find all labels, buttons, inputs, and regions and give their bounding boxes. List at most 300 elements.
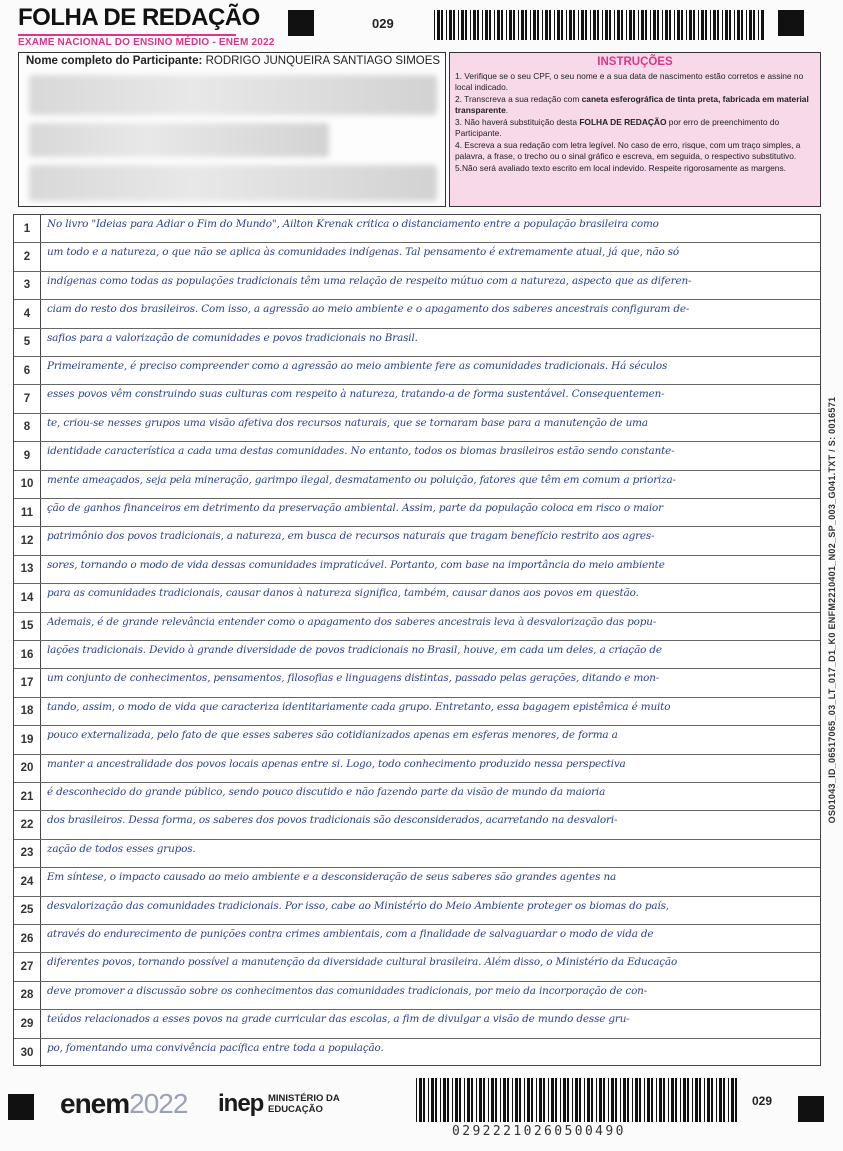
barcode-bar: [647, 1078, 650, 1122]
essay-line: [14, 1039, 820, 1067]
barcode-bar: [645, 10, 647, 40]
barcode-bar: [620, 1078, 621, 1122]
handwritten-text: sores, tornando o modo de vida dessas comunidades impraticável. Portanto, com base na importância do meio ambiente: [47, 558, 665, 571]
barcode-bar: [572, 1078, 573, 1122]
essay-line: [14, 1010, 820, 1038]
enem-logo-text: enem: [60, 1088, 130, 1119]
barcode-bar: [704, 1078, 705, 1122]
barcode-bar: [513, 10, 515, 40]
line-number: 10: [14, 471, 41, 498]
barcode-bar: [440, 1078, 441, 1122]
line-number: 27: [14, 953, 41, 980]
barcode-bar: [578, 10, 579, 40]
barcode-bar: [632, 1078, 633, 1122]
barcode-bar: [587, 1078, 590, 1122]
barcode-bar: [441, 10, 443, 40]
barcode-bar: [719, 1078, 722, 1122]
side-tracking-code: [823, 360, 841, 860]
barcode-bar: [665, 10, 668, 40]
barcode-bar: [537, 10, 539, 40]
barcode-bar: [701, 10, 704, 40]
barcode-bar: [675, 1078, 677, 1122]
barcode-bar: [593, 10, 596, 40]
barcode-bar: [431, 1078, 434, 1122]
barcode-bar: [591, 1078, 593, 1122]
barcode-bar: [674, 10, 675, 40]
line-number: 18: [14, 698, 41, 725]
line-number: 25: [14, 897, 41, 924]
barcode-bar: [681, 10, 683, 40]
barcode-top: [434, 10, 766, 40]
barcode-bar: [519, 1078, 521, 1122]
ministry-line-1: MINISTÉRIO DA: [268, 1093, 340, 1104]
line-number: 7: [14, 385, 41, 412]
barcode-bar: [680, 1078, 681, 1122]
barcode-bar: [569, 10, 572, 40]
barcode-bar: [455, 1078, 458, 1122]
barcode-bar: [650, 10, 651, 40]
essay-line: [14, 471, 820, 499]
barcode-bar: [483, 1078, 485, 1122]
participant-name-row: [26, 55, 440, 67]
barcode-bar: [515, 1078, 518, 1122]
handwritten-text: tando, assim, o modo de vida que caracteriza identitariamente cada grupo. Entretanto, essa bagagem epistêmica é muito: [47, 700, 671, 713]
essay-line: [14, 300, 820, 328]
instruction-emphasis: caneta esferográfica de tinta preta, fabricada em material transparente: [455, 94, 809, 115]
instruction-text: 5.Não será avaliado texto escrito em local indevido. Respeite rigorosamente as margens.: [455, 163, 786, 173]
handwritten-text: teúdos relacionados a esses povos na grade curricular das escolas, a fim de divulgar a visão de mundo desse gru-: [47, 1013, 630, 1026]
barcode-bar: [453, 10, 455, 40]
barcode-bar: [585, 10, 587, 40]
barcode-bar: [617, 10, 620, 40]
barcode-bar: [437, 10, 440, 40]
barcode-bar: [467, 1078, 470, 1122]
essay-line: [14, 442, 820, 470]
handwritten-text: um conjunto de conhecimentos, pensamentos, filosofias e linguagens distintas, passado pelas gerações, ditando e mon-: [47, 672, 660, 685]
instruction-text-end: por erro de preenchimento do Participante.: [455, 117, 780, 138]
handwritten-text: safios para a valorização de comunidades e povos tradicionais no Brasil.: [47, 331, 418, 344]
barcode-bar: [695, 1078, 698, 1122]
barcode-bar: [683, 1078, 686, 1122]
barcode-bar: [758, 10, 759, 40]
barcode-bar: [633, 10, 635, 40]
instruction-item: [455, 163, 815, 174]
barcode-bar: [692, 1078, 693, 1122]
essay-line: [14, 215, 820, 243]
barcode-bar: [549, 10, 551, 40]
barcode-bar: [722, 10, 723, 40]
barcode-bar: [477, 10, 479, 40]
barcode-bar: [501, 10, 503, 40]
barcode-bar: [458, 10, 459, 40]
line-number: 15: [14, 613, 41, 640]
barcode-bar: [435, 1078, 437, 1122]
barcode-bar: [527, 1078, 530, 1122]
line-number: 8: [14, 414, 41, 441]
barcode-bar: [543, 1078, 545, 1122]
barcode-bar: [563, 1078, 566, 1122]
barcode-bar: [614, 10, 615, 40]
barcode-bar: [473, 10, 476, 40]
barcode-bar: [629, 10, 632, 40]
line-number: 11: [14, 499, 41, 526]
barcode-bar: [710, 10, 711, 40]
barcode-bar: [741, 10, 743, 40]
essay-line: [14, 272, 820, 300]
instruction-item: [455, 117, 815, 139]
barcode-bar: [423, 1078, 425, 1122]
registration-mark-bottom-left: [8, 1094, 34, 1120]
barcode-bar: [479, 1078, 482, 1122]
essay-line: [14, 556, 820, 584]
barcode-bar: [531, 1078, 533, 1122]
essay-line: [14, 329, 820, 357]
barcode-bar: [509, 10, 512, 40]
barcode-bar: [459, 1078, 461, 1122]
barcode-bar: [603, 1078, 605, 1122]
handwritten-text: Primeiramente, é preciso compreender como a agressão ao meio ambiente fere as comunidades tradicionais. Há séculos: [47, 360, 668, 372]
handwritten-text: Em síntese, o impacto causado ao meio ambiente e a desconsideração de seus saberes são grandes agentes na: [47, 871, 617, 884]
sheet-title: FOLHA DE REDAÇÃO: [18, 4, 260, 31]
barcode-bar: [536, 1078, 537, 1122]
line-number: 28: [14, 982, 41, 1009]
barcode-bar: [434, 10, 435, 40]
barcode-bar: [731, 1078, 734, 1122]
line-number: 1: [14, 215, 41, 242]
barcode-bar: [561, 10, 563, 40]
participant-name-label: Nome completo do Participante:: [26, 55, 203, 67]
handwritten-text: Ademais, é de grande relevância entender como o apagamento dos saberes ancestrais leva à desvalorização das popu-: [47, 615, 657, 628]
line-number: 2: [14, 243, 41, 270]
barcode-bar: [693, 10, 695, 40]
barcode-bar: [662, 10, 663, 40]
barcode-bar: [581, 10, 584, 40]
barcode-bar: [507, 1078, 509, 1122]
barcode-bar: [575, 1078, 578, 1122]
instruction-text-end: .: [505, 105, 509, 115]
redacted-area: [29, 75, 437, 115]
barcode-bar: [717, 10, 719, 40]
handwritten-text: esses povos vêm construindo suas culturas com respeito à natureza, tratando-a de forma sustentável. Consequentemen-: [47, 388, 665, 401]
barcode-bar: [749, 10, 752, 40]
barcode-bar: [671, 1078, 674, 1122]
barcode-bar: [464, 1078, 465, 1122]
handwritten-text: indígenas como todas as populações tradicionais têm uma relação de respeito mútuo com a natureza, aspecto que as diferen-: [47, 274, 692, 287]
line-number: 13: [14, 556, 41, 583]
sheet-code-bottom: 029: [752, 1094, 773, 1108]
barcode-bar: [669, 10, 671, 40]
barcode-bar: [621, 10, 623, 40]
line-number: 24: [14, 868, 41, 895]
barcode-bar: [735, 1078, 737, 1122]
handwritten-text: zação de todos esses grupos.: [47, 842, 196, 855]
essay-line: [14, 783, 820, 811]
instruction-item: [455, 140, 815, 162]
barcode-bar: [518, 10, 519, 40]
handwritten-text: pouco externalizada, pelo fato de que esses saberes são cotidianizados apenas em esferas menores, de forma a: [47, 729, 618, 742]
barcode-bar: [713, 10, 716, 40]
handwritten-text: lações tradicionais. Devido à grande diversidade de povos tradicionais no Brasil, houve, em cada um deles, a criação de: [47, 644, 662, 656]
barcode-bar: [506, 10, 507, 40]
barcode-bar: [753, 10, 755, 40]
handwritten-text: ção de ganhos financeiros em detrimento da preservação ambiental. Assim, parte da população coloca em risco o maior: [47, 502, 663, 514]
essay-line: [14, 982, 820, 1010]
barcode-bar: [689, 10, 692, 40]
sheet-code-top: 029: [372, 16, 394, 31]
barcode-bar: [609, 10, 611, 40]
barcode-bottom: [416, 1078, 742, 1122]
line-number: 22: [14, 811, 41, 838]
participant-name: RODRIGO JUNQUEIRA SANTIAGO SIMOES: [205, 55, 441, 67]
essay-line: [14, 243, 820, 271]
essay-line: [14, 584, 820, 612]
barcode-bar: [734, 10, 735, 40]
barcode-bar: [728, 1078, 729, 1122]
instructions-list: [455, 71, 815, 174]
barcode-bar: [605, 10, 608, 40]
instructions-title: INSTRUÇÕES: [597, 56, 673, 68]
line-number: 5: [14, 329, 41, 356]
line-number: 9: [14, 442, 41, 469]
line-number: 16: [14, 641, 41, 668]
barcode-bar: [567, 1078, 569, 1122]
barcode-bar: [579, 1078, 581, 1122]
barcode-bar: [503, 1078, 506, 1122]
essay-line: [14, 726, 820, 754]
barcode-bar: [602, 10, 603, 40]
barcode-bar: [476, 1078, 477, 1122]
handwritten-text: um todo e a natureza, o que não se aplica às comunidades indígenas. Tal pensamento é extremamente atual, já que, não só: [47, 246, 680, 259]
barcode-bar: [566, 10, 567, 40]
barcode-bar: [716, 1078, 717, 1122]
line-number: 26: [14, 925, 41, 952]
barcode-bar: [611, 1078, 614, 1122]
barcode-bar: [596, 1078, 597, 1122]
handwritten-text: patrimônio dos povos tradicionais, a natureza, em busca de recursos naturais que tragam benefício restrito aos agres-: [47, 530, 655, 543]
barcode-bar: [465, 10, 467, 40]
barcode-bar: [663, 1078, 665, 1122]
essay-line: [14, 527, 820, 555]
handwritten-text: dos brasileiros. Dessa forma, os saberes dos povos tradicionais são desconsiderados, acarretando na desvalori-: [47, 814, 618, 827]
participant-box: [18, 52, 446, 207]
instruction-text: 3. Não haverá substituição desta: [455, 117, 580, 127]
barcode-bar: [653, 10, 656, 40]
essay-line: [14, 840, 820, 868]
barcode-bar: [707, 1078, 710, 1122]
barcode-bar: [539, 1078, 542, 1122]
exam-subtitle: EXAME NACIONAL DO ENSINO MÉDIO - ENEM 2022: [18, 37, 275, 48]
essay-line: [14, 953, 820, 981]
essay-line: [14, 499, 820, 527]
barcode-bar: [590, 10, 591, 40]
barcode-bar: [428, 1078, 429, 1122]
barcode-bar: [497, 10, 500, 40]
barcode-bar: [659, 1078, 662, 1122]
barcode-bar: [461, 10, 464, 40]
essay-line: [14, 868, 820, 896]
essay-lines: [13, 214, 821, 1066]
barcode-bar: [452, 1078, 453, 1122]
line-number: 20: [14, 755, 41, 782]
line-number: 30: [14, 1039, 41, 1067]
barcode-digits: 02922210260500490: [452, 1124, 626, 1139]
line-number: 23: [14, 840, 41, 867]
barcode-bar: [482, 10, 483, 40]
barcode-bar: [447, 1078, 449, 1122]
barcode-bar: [686, 10, 687, 40]
handwritten-text: através do endurecimento de punições contra crimes ambientais, com a finalidade de salvaguardar o modo de vida de: [47, 928, 654, 940]
barcode-bar: [494, 10, 495, 40]
barcode-bar: [524, 1078, 525, 1122]
essay-line: [14, 811, 820, 839]
essay-line: [14, 925, 820, 953]
handwritten-text: po, fomentando uma convivência pacífica entre toda a população.: [47, 1041, 384, 1054]
barcode-bar: [573, 10, 575, 40]
barcode-bar: [500, 1078, 501, 1122]
barcode-bar: [597, 10, 599, 40]
essay-line: [14, 897, 820, 925]
handwritten-text: ciam do resto dos brasileiros. Com isso, a agressão ao meio ambiente e o apagamento dos saberes ancestrais configuram de-: [47, 303, 690, 316]
essay-line: [14, 357, 820, 385]
line-number: 12: [14, 527, 41, 554]
instruction-emphasis: FOLHA DE REDAÇÃO: [579, 117, 667, 127]
barcode-bar: [545, 10, 548, 40]
barcode-bar: [705, 10, 707, 40]
barcode-bar: [548, 1078, 549, 1122]
registration-mark-top-left: [288, 10, 314, 36]
line-number: 3: [14, 272, 41, 299]
instruction-text: 1. Verifique se o seu CPF, o seu nome e a sua data de nascimento estão corretos e assine no local indicado.: [455, 71, 804, 92]
handwritten-text: No livro "Ideias para Adiar o Fim do Mundo", Ailton Krenak critica o distanciamento entre a população brasileira como: [47, 218, 659, 230]
barcode-bar: [638, 10, 639, 40]
registration-mark-top-right: [778, 10, 804, 36]
barcode-bar: [471, 1078, 473, 1122]
enem-logo: [60, 1088, 187, 1120]
barcode-bar: [542, 10, 543, 40]
side-tracking-text: OS01043_ID_06517065_03_LT_017_D1_K0 ENFM2210401_N02_SP_003_G041.TXT / S: 0016571: [827, 396, 837, 824]
barcode-bar: [584, 1078, 585, 1122]
barcode-bar: [623, 1078, 626, 1122]
barcode-bar: [419, 1078, 422, 1122]
barcode-bar: [554, 10, 555, 40]
handwritten-text: diferentes povos, tornando possível a manutenção da diversidade cultural brasileira. Além disso, o Ministério da Educação: [47, 956, 678, 969]
barcode-bar: [635, 1078, 638, 1122]
instruction-item: [455, 71, 815, 93]
essay-line: [14, 669, 820, 697]
barcode-bar: [470, 10, 471, 40]
handwritten-text: te, criou-se nesses grupos uma visão afetiva dos recursos naturais, que se tornaram base para a manutenção de uma: [47, 416, 648, 429]
barcode-bar: [533, 10, 536, 40]
handwritten-text: deve promover a discussão sobre os conhecimentos das comunidades tradicionais, por meio da incorporação de con-: [47, 984, 648, 997]
barcode-bar: [416, 1078, 417, 1122]
barcode-bar: [489, 10, 491, 40]
barcode-bar: [761, 10, 764, 40]
barcode-bar: [698, 10, 699, 40]
enem-logo-year: 2022: [129, 1088, 188, 1119]
barcode-bar: [555, 1078, 557, 1122]
line-number: 6: [14, 357, 41, 384]
barcode-bar: [699, 1078, 701, 1122]
barcode-bar: [557, 10, 560, 40]
essay-line: [14, 414, 820, 442]
barcode-bar: [443, 1078, 446, 1122]
instruction-text: 2. Transcreva a sua redação com: [455, 94, 582, 104]
title-underline: [18, 34, 236, 36]
line-number: 4: [14, 300, 41, 327]
handwritten-text: mente ameaçados, seja pela mineração, garimpo ilegal, desmatamento ou poluição, fatores que têm em comum a prioriza-: [47, 473, 676, 486]
barcode-bar: [512, 1078, 513, 1122]
barcode-bar: [525, 10, 527, 40]
barcode-bar: [488, 1078, 489, 1122]
barcode-bar: [495, 1078, 497, 1122]
ministry-label: [268, 1093, 340, 1115]
barcode-bar: [639, 1078, 641, 1122]
redacted-area: [29, 165, 437, 201]
barcode-bar: [657, 10, 659, 40]
line-number: 29: [14, 1010, 41, 1037]
barcode-bar: [656, 1078, 657, 1122]
line-number: 17: [14, 669, 41, 696]
essay-line: [14, 385, 820, 413]
barcode-bar: [530, 10, 531, 40]
handwritten-text: identidade característica a cada uma destas comunidades. No entanto, todos os biomas brasileiros estão sendo constante-: [47, 445, 675, 458]
barcode-bar: [729, 10, 731, 40]
handwritten-text: desvalorização das comunidades tradicionais. Por isso, cabe ao Ministério do Meio Ambiente proteger os biomas do país,: [47, 899, 669, 912]
barcode-bar: [723, 1078, 725, 1122]
barcode-bar: [644, 1078, 645, 1122]
barcode-bar: [521, 10, 524, 40]
barcode-bar: [668, 1078, 669, 1122]
redacted-area: [29, 123, 329, 157]
barcode-bar: [599, 1078, 602, 1122]
barcode-bar: [615, 1078, 617, 1122]
barcode-bar: [491, 1078, 494, 1122]
barcode-bar: [627, 1078, 629, 1122]
handwritten-text: manter a ancestralidade dos povos locais apenas entre si. Logo, todo conhecimento produzido nessa perspectiva: [47, 757, 626, 770]
barcode-bar: [608, 1078, 609, 1122]
essay-line: [14, 755, 820, 783]
barcode-bar: [711, 1078, 713, 1122]
instruction-item: [455, 94, 815, 116]
barcode-bar: [449, 10, 452, 40]
barcode-bar: [677, 10, 680, 40]
barcode-bar: [626, 10, 627, 40]
inep-logo: inep: [218, 1090, 264, 1117]
barcode-bar: [651, 1078, 653, 1122]
handwritten-text: para as comunidades tradicionais, causar danos à natureza significa, também, causar danos aos povos em questão.: [47, 587, 639, 600]
barcode-bar: [746, 10, 747, 40]
barcode-bar: [641, 10, 644, 40]
instructions-box: [449, 52, 821, 207]
line-number: 19: [14, 726, 41, 753]
handwritten-text: é desconhecido do grande público, sendo pouco discutido e não fazendo parte da visão de mundo da maioria: [47, 786, 606, 798]
barcode-bar: [725, 10, 728, 40]
essay-line: [14, 698, 820, 726]
barcode-bar: [485, 10, 488, 40]
essay-line: [14, 613, 820, 641]
barcode-bar: [446, 10, 447, 40]
line-number: 21: [14, 783, 41, 810]
line-number: 14: [14, 584, 41, 611]
instruction-text: 4. Escreva a sua redação com letra legível. No caso de erro, risque, com um traço simples, a palavra, a frase, o trecho ou o sinal gráfico e escreva, em seguida, o respectivo substitutivo.: [455, 140, 801, 161]
registration-mark-bottom-right: [798, 1096, 824, 1122]
barcode-bar: [551, 1078, 554, 1122]
barcode-bar: [687, 1078, 689, 1122]
ministry-line-2: EDUCAÇÃO: [268, 1104, 323, 1115]
essay-line: [14, 641, 820, 669]
barcode-bar: [560, 1078, 561, 1122]
barcode-bar: [737, 10, 740, 40]
